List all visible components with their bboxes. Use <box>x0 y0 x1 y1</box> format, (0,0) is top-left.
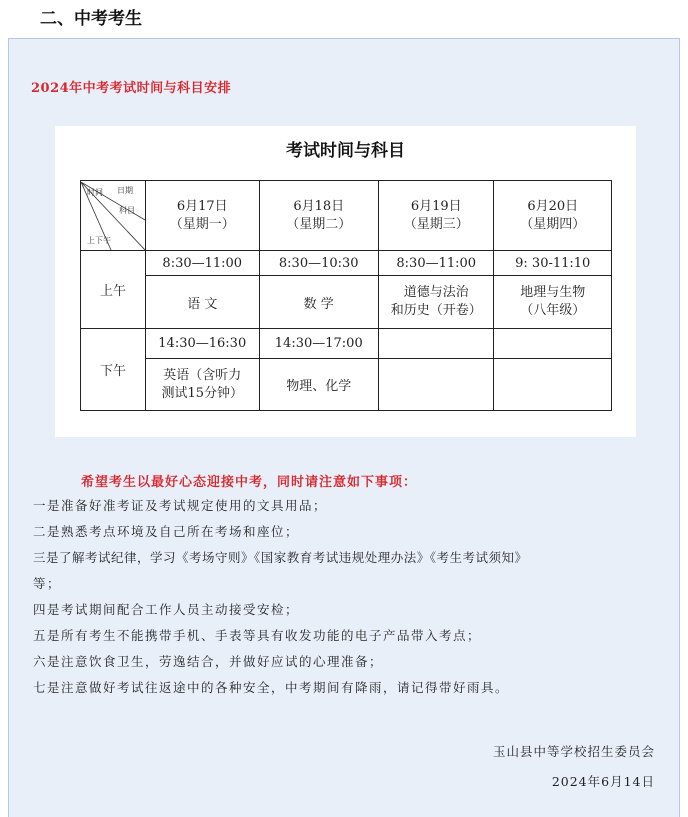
table-header-row <box>81 181 612 251</box>
afternoon-label: 下午 <box>81 329 146 411</box>
day-date: 6月18日 <box>293 198 345 214</box>
morning-time-row <box>81 251 612 276</box>
subject-cell: 物理、化学 <box>259 359 378 411</box>
corner-cell <box>81 181 146 251</box>
signature-date: 2024年6月14日 <box>551 774 655 789</box>
day-weekday: （星期二） <box>286 216 352 232</box>
notice-item: 六是注意饮食卫生，劳逸结合，并做好应试的心理准备； <box>33 654 384 669</box>
schedule-table-image <box>55 126 636 437</box>
subject-cell: 数 学 <box>259 276 378 329</box>
morning-subject-row <box>81 276 612 329</box>
time-cell <box>494 329 612 359</box>
time-cell: 14:30—17:00 <box>259 329 378 359</box>
day-weekday: （星期三） <box>403 216 469 232</box>
subject-cell <box>378 359 494 411</box>
subject-cell <box>494 359 612 411</box>
time-cell: 8:30—11:00 <box>146 251 260 276</box>
corner-subject-label: 科目 <box>119 205 135 215</box>
notice-panel <box>8 38 680 817</box>
day-date: 6月20日 <box>527 198 579 214</box>
time-cell: 8:30—11:00 <box>378 251 494 276</box>
signature-block <box>493 737 655 797</box>
time-cell: 9: 30-11:10 <box>494 251 612 276</box>
day-date: 6月17日 <box>176 198 228 214</box>
notice-item: 七是注意做好考试往返途中的各种安全，中考期间有降雨，请记得带好雨具。 <box>33 680 510 695</box>
section-title: 二、中考考生 <box>40 9 142 29</box>
day-weekday: （星期一） <box>169 216 235 232</box>
afternoon-time-row <box>81 329 612 359</box>
day-weekday: （星期四） <box>520 216 586 232</box>
notice-item: 四是考试期间配合工作人员主动接受安检； <box>33 602 300 617</box>
notice-heading: 希望考生以最好心态迎接中考，同时请注意如下事项： <box>81 475 418 490</box>
notice-item: 二是熟悉考点环境及自己所在考场和座位； <box>33 524 300 539</box>
time-cell <box>378 329 494 359</box>
subject-cell: 语 文 <box>146 276 260 329</box>
day-header <box>146 181 260 251</box>
notice-item: 一是准备好准考证及考试规定使用的文具用品； <box>33 498 328 513</box>
day-date: 6月19日 <box>410 198 462 214</box>
time-cell: 14:30—16:30 <box>146 329 260 359</box>
subject-cell: 英语（含听力 测试15分钟） <box>146 359 260 411</box>
day-header <box>494 181 612 251</box>
corner-time-label: 时间 <box>87 187 103 197</box>
notice-list <box>33 493 673 701</box>
corner-period-label: 上下午 <box>87 235 111 245</box>
subject-cell: 道德与法治 和历史（开卷） <box>378 276 494 329</box>
notice-item: 三是了解考试纪律，学习《考场守则》《国家教育考试违规处理办法》《考生考试须知》 <box>33 550 528 565</box>
corner-date-label: 日期 <box>117 185 133 195</box>
notice-item: 等； <box>33 576 62 591</box>
time-cell: 8:30—10:30 <box>259 251 378 276</box>
table-heading: 考试时间与科目 <box>286 141 405 161</box>
signature-org: 玉山县中等学校招生委员会 <box>492 744 655 759</box>
notice-item: 五是所有考生不能携带手机、手表等具有收发功能的电子产品带入考点； <box>33 628 482 643</box>
morning-label: 上午 <box>81 251 146 329</box>
schedule-table <box>80 180 612 411</box>
day-header <box>378 181 494 251</box>
day-header <box>259 181 378 251</box>
subject-cell: 地理与生物 （八年级） <box>494 276 612 329</box>
headline: 2024年中考考试时间与科目安排 <box>31 81 232 96</box>
afternoon-subject-row <box>81 359 612 411</box>
